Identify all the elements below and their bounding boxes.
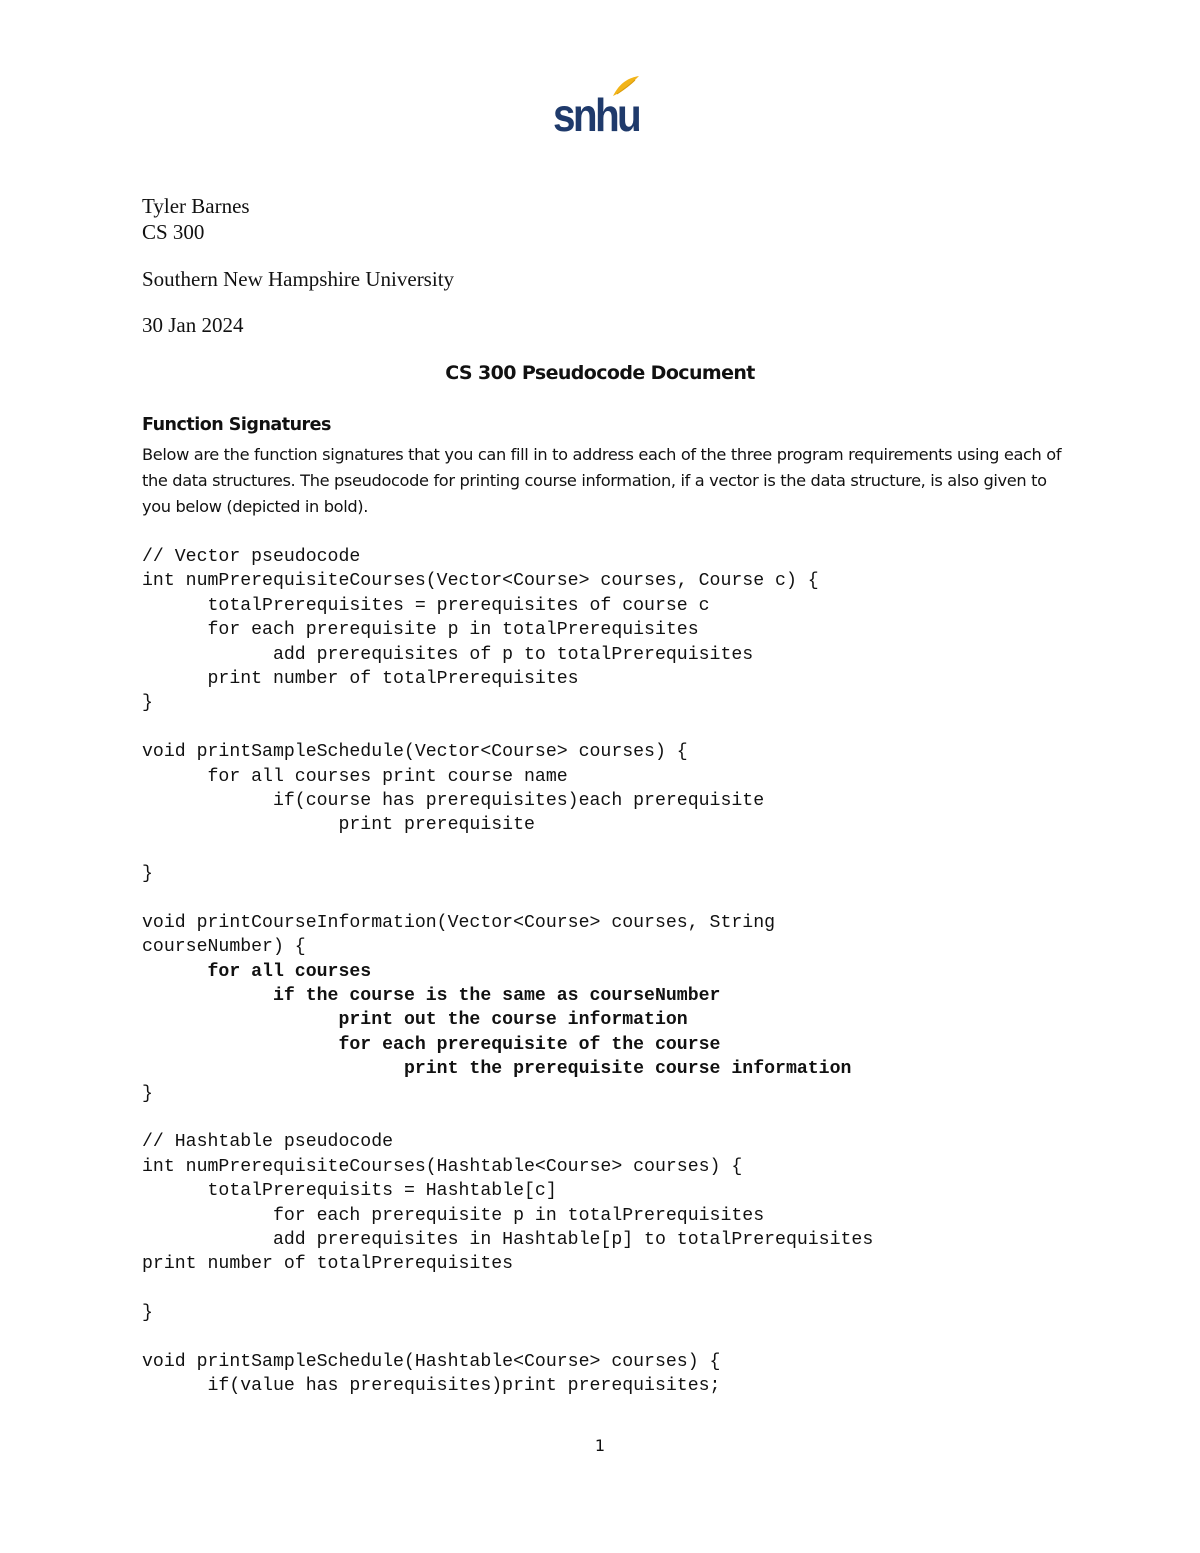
code-line: for each prerequisite p in totalPrerequisites bbox=[142, 1205, 765, 1226]
document-title: CS 300 Pseudocode Document bbox=[445, 362, 755, 384]
code-line: print number of totalPrerequisites bbox=[142, 668, 579, 689]
code-line: print out the course information bbox=[142, 1010, 688, 1031]
code-line: for all courses bbox=[142, 961, 372, 982]
code-line bbox=[142, 716, 873, 740]
code-line: totalPrerequisits = Hashtable[c] bbox=[142, 1181, 557, 1202]
code-line: courseNumber) { bbox=[142, 937, 306, 958]
code-line: int numPrerequisiteCourses(Hashtable<Course> courses) { bbox=[142, 1156, 743, 1177]
pseudocode-block bbox=[142, 545, 873, 1399]
code-line: void printCourseInformation(Vector<Course> courses, String bbox=[142, 912, 776, 933]
code-line: add prerequisites of p to totalPrerequisites bbox=[142, 644, 754, 665]
code-line: void printSampleSchedule(Vector<Course> courses) { bbox=[142, 742, 688, 763]
code-line: for all courses print course name bbox=[142, 766, 568, 787]
university-name: Southern New Hampshire University bbox=[142, 267, 455, 291]
code-line: // Vector pseudocode bbox=[142, 547, 361, 567]
snhu-logo bbox=[553, 72, 643, 141]
code-line: if(course has prerequisites)each prerequisite bbox=[142, 790, 765, 811]
code-line bbox=[142, 1277, 873, 1301]
author-name: Tyler Barnes bbox=[142, 194, 250, 218]
code-line bbox=[142, 1106, 873, 1130]
code-line: } bbox=[142, 864, 153, 885]
code-line: print prerequisite bbox=[142, 815, 535, 836]
code-line: } bbox=[142, 1083, 153, 1104]
logo-text: snhu bbox=[553, 89, 640, 141]
code-line: // Hashtable pseudocode bbox=[142, 1132, 394, 1153]
intro-paragraph: Below are the function signatures that you can fill in to address each of the three program requirements using each of the data structures. The pseudocode for printing course information, if a vector is the data structure, is also given to you below (depicted in bold). bbox=[142, 445, 1062, 516]
document-date: 30 Jan 2024 bbox=[142, 313, 244, 337]
code-line: totalPrerequisites = prerequisites of course c bbox=[142, 595, 710, 616]
code-line: if the course is the same as courseNumber bbox=[142, 986, 721, 1007]
code-line bbox=[142, 886, 873, 910]
section-heading: Function Signatures bbox=[142, 415, 331, 435]
code-line: print the prerequisite course information bbox=[142, 1059, 852, 1080]
code-line bbox=[142, 838, 873, 862]
code-line bbox=[142, 1326, 873, 1350]
page-number: 1 bbox=[594, 1436, 606, 1455]
code-line: int numPrerequisiteCourses(Vector<Course> courses, Course c) { bbox=[142, 571, 819, 592]
code-line: } bbox=[142, 693, 153, 714]
code-line: } bbox=[142, 1303, 153, 1324]
code-line: print number of totalPrerequisites bbox=[142, 1254, 514, 1275]
code-line: if(value has prerequisites)print prerequisites; bbox=[142, 1376, 721, 1397]
code-line: add prerequisites in Hashtable[p] to totalPrerequisites bbox=[142, 1229, 874, 1250]
course-code: CS 300 bbox=[142, 220, 205, 244]
code-line: void printSampleSchedule(Hashtable<Course> courses) { bbox=[142, 1351, 721, 1372]
code-line: for each prerequisite of the course bbox=[142, 1034, 721, 1055]
code-line: for each prerequisite p in totalPrerequisites bbox=[142, 620, 699, 641]
